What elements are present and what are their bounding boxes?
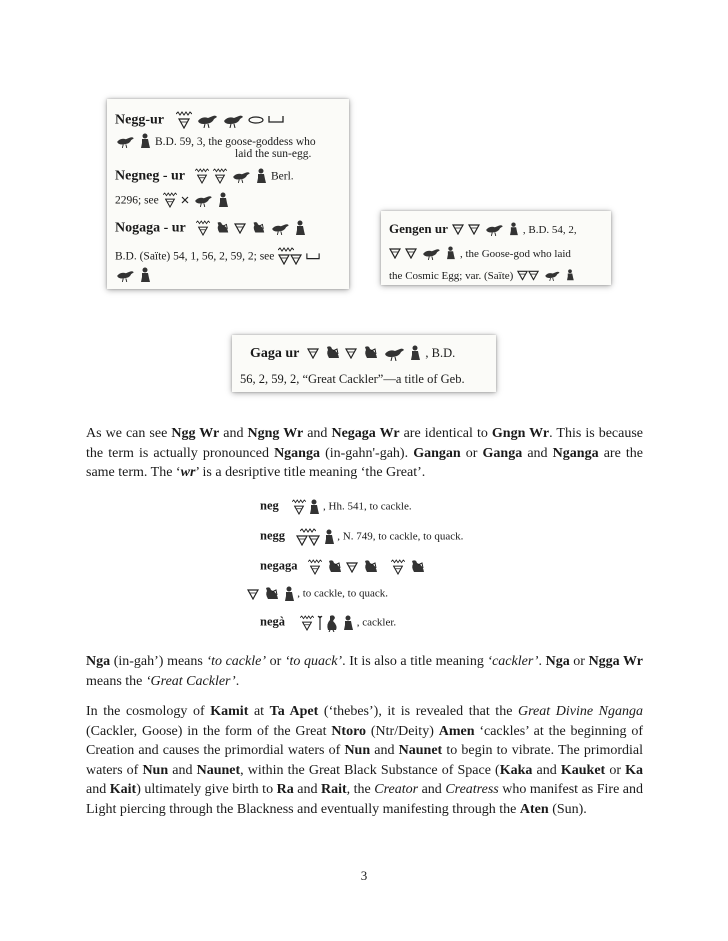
hieroglyph-seated-figure-icon: [445, 246, 456, 260]
hieroglyph-goose-icon: [222, 112, 244, 128]
hieroglyph-reed-icon: [317, 615, 323, 631]
hieroglyph-pot-icon: [163, 191, 177, 209]
reference-text: laid the sun-egg.: [235, 148, 312, 160]
hieroglyph-pot-icon: [195, 167, 209, 185]
hieroglyph-egg-icon: [248, 116, 264, 124]
reference-text: , B.D.: [425, 346, 456, 360]
hieroglyph-seated-figure-icon: [508, 222, 519, 236]
hieroglyph-seated-figure-icon: [139, 133, 151, 149]
hieroglyph-pot-icon: [247, 588, 259, 600]
hieroglyph-pot-icon: [234, 222, 246, 234]
headword-gengen-ur: Gengen ur: [389, 221, 448, 236]
hieroglyph-seated-figure-icon: [255, 168, 267, 184]
hieroglyph-pot-icon: [452, 223, 464, 235]
dictionary-scan-gengen-ur: [381, 211, 611, 285]
hieroglyph-pot-icon: [346, 561, 358, 573]
hieroglyph-vulture-icon: [262, 586, 280, 602]
hieroglyph-goose-icon: [421, 246, 441, 260]
body-paragraph: In the cosmology of Kamit at Ta Apet (‘thebes’), it is revealed that the Great Divine Nganga (Cackler, Goose) in the form of the Great Ntoro (Ntr/Deity) Amen ‘cackles’ at the beginning of Creation and causes the primordial waters of Nun and Naunet to begin to vibrate. The primordial waters of Nun and Naunet, within the Great Black Substance of Space (Kaka and Kauket or Ka and Kait) ultimately give birth to Ra and Rait, the Creator and Creatress who manifest as Fire and Light piercing through the Blackness and eventually manifesting through the Aten (Sun).: [86, 704, 644, 817]
hieroglyph-goose-icon: [270, 221, 290, 235]
dictionary-entry-neg: neg , Hh. 541, to cackle.: [260, 498, 412, 516]
hieroglyph-pot-icon: [307, 347, 319, 359]
hieroglyph-goose-icon: [484, 222, 504, 236]
hieroglyph-seated-figure-icon: [409, 345, 421, 361]
hieroglyph-goose-icon: [115, 134, 135, 148]
hieroglyph-vulture-icon: [361, 345, 379, 361]
headword-negg-ur: Negg-ur: [115, 112, 164, 128]
reference-text: 2296; see: [115, 194, 159, 207]
hieroglyph-vulture-icon: [325, 559, 343, 575]
reference-text: B.D. (Saïte) 54, 1, 56, 2, 59, 2; see: [115, 250, 275, 263]
headword-nogaga-ur: Nogaga - ur: [115, 220, 186, 236]
dictionary-scan-negg-ur: [107, 99, 349, 289]
hieroglyph-pot-icon: [213, 167, 227, 185]
hieroglyph-basin-icon: [268, 115, 284, 125]
page-number: 3: [360, 868, 368, 883]
hieroglyph-seated-figure-icon: [323, 529, 335, 545]
hieroglyph-pot-icon: [196, 219, 210, 237]
body-paragraph: As we can see Ngg Wr and Ngng Wr and Negaga Wr are identical to Gngn Wr. This is because the term is actually pronounced Nganga (in-gahn'-gah). Gangan or Ganga and Nganga are the same term. The ‘wr’ is a desriptive title meaning ‘the Great’.: [86, 426, 644, 480]
hieroglyph-seated-figure-icon: [283, 586, 295, 602]
hieroglyph-pot-icon: [389, 247, 401, 259]
reference-text: 56, 2, 59, 2, “Great Cackler”—a title of Geb.: [240, 372, 465, 386]
hieroglyph-bird-icon: [325, 614, 339, 632]
headword-gaga-ur: Gaga ur: [250, 346, 300, 361]
dictionary-scan-gaga-ur: [232, 335, 496, 392]
hieroglyph-goose-icon: [115, 268, 135, 282]
hieroglyph-goose-icon: [383, 345, 405, 361]
hieroglyph-seated-figure-icon: [139, 267, 151, 283]
dictionary-entry-negg: negg , N. 749, to cackle, to quack.: [260, 528, 463, 546]
dictionary-entry-negaga: negaga: [260, 558, 426, 576]
reference-text: , the Goose-god who laid: [460, 248, 571, 260]
body-paragraph: Nga (in-gah’) means ‘to cackle’ or ‘to quack’. It is also a title meaning ‘cackler’. Nga or Ngga Wr means the ‘Great Cackler’.: [86, 654, 643, 689]
reference-text: B.D. 59, 3, the goose-goddess who: [155, 136, 316, 148]
hieroglyph-vulture-icon: [361, 559, 379, 575]
hieroglyph-pot-icon: [296, 528, 320, 546]
reference-text: Berl.: [271, 170, 294, 183]
reference-text: , B.D. 54, 2,: [522, 224, 577, 236]
hieroglyph-pot-icon: [345, 347, 357, 359]
hieroglyph-vulture-icon: [323, 345, 341, 361]
hieroglyph-goose-icon: [196, 112, 218, 128]
hieroglyph-pot-icon: [468, 223, 480, 235]
hieroglyph-vulture-icon: [408, 559, 426, 575]
headword-negneg-ur: Negneg - ur: [115, 168, 185, 184]
hieroglyph-vulture-icon: [214, 220, 230, 236]
hieroglyph-x-icon: [181, 196, 189, 204]
hieroglyph-goose-icon: [543, 269, 561, 281]
hieroglyph-pot-icon: [405, 247, 417, 259]
dictionary-entry-nega: negà , cackler.: [260, 614, 396, 632]
hieroglyph-seated-figure-icon: [217, 192, 229, 208]
hieroglyph-seated-figure-icon: [308, 499, 320, 515]
hieroglyph-seated-figure-icon: [294, 220, 306, 236]
hieroglyph-seated-figure-icon: [565, 269, 575, 281]
hieroglyph-basin-icon: [306, 252, 320, 260]
hieroglyph-pot-icon: [308, 558, 322, 576]
hieroglyph-vulture-icon: [250, 220, 266, 236]
hieroglyph-goose-icon: [193, 193, 213, 207]
hieroglyph-goose-icon: [231, 169, 251, 183]
hieroglyph-pot-icon: [391, 558, 405, 576]
hieroglyph-pot-icon: [292, 498, 306, 516]
dictionary-entry-negaga-cont: , to cackle, to quack.: [247, 586, 388, 602]
hieroglyph-pot-icon: [517, 269, 539, 281]
hieroglyph-pot-icon: [278, 247, 302, 265]
hieroglyph-seated-figure-icon: [342, 615, 354, 631]
hieroglyph-pot-icon: [300, 614, 314, 632]
hieroglyph-water-icon: [176, 111, 192, 129]
reference-text: the Cosmic Egg; var. (Saïte): [389, 270, 514, 282]
